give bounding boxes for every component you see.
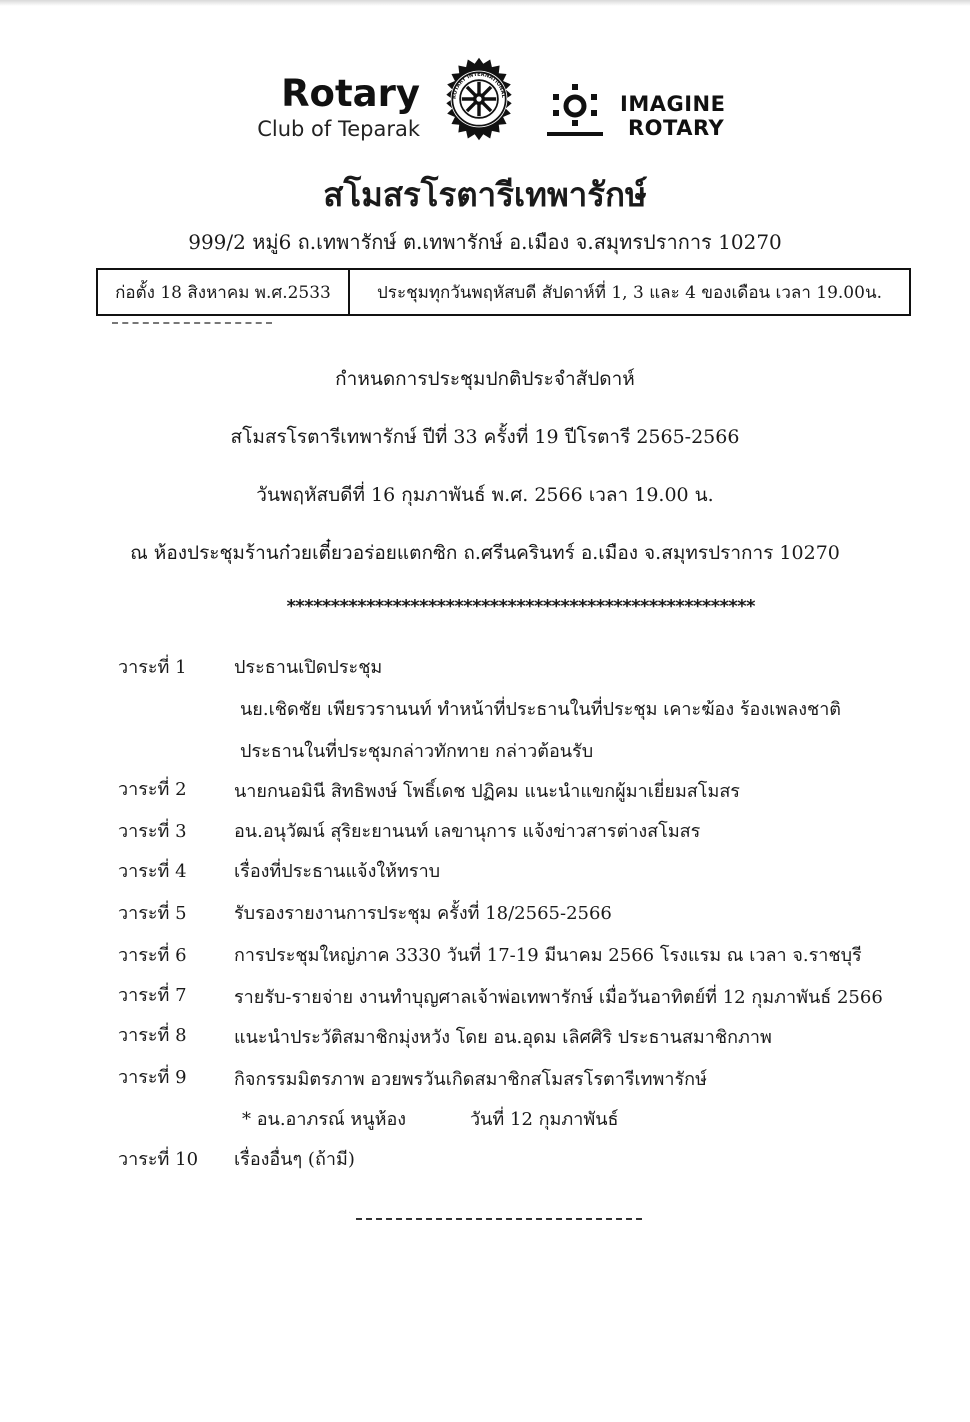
wheel-ring-text: ROTARY INTERNATIONAL bbox=[451, 71, 507, 100]
club-address: 999/2 หมู่6 ถ.เทพารักษ์ ต.เทพารักษ์ อ.เมือง จ.สมุทรปราการ 10270 bbox=[188, 230, 782, 254]
agenda-text-10: เรื่องอื่นๆ (ถ้ามี) bbox=[234, 1149, 355, 1170]
agenda-label-1: วาระที่ 1 bbox=[118, 657, 187, 678]
scan-edge bbox=[0, 0, 970, 6]
agenda-label-2: วาระที่ 2 bbox=[118, 779, 187, 800]
logo-rotary-word: Rotary bbox=[281, 72, 420, 115]
rotary-wheel-icon bbox=[436, 56, 522, 142]
logo-club-line: Club of Teparak bbox=[257, 117, 420, 141]
imagine-line1: IMAGINE bbox=[620, 92, 726, 116]
agenda-label-7: วาระที่ 7 bbox=[118, 985, 187, 1006]
agenda-label-5: วาระที่ 5 bbox=[118, 903, 187, 924]
agenda-text-3: อน.อนุวัฒน์ สุริยะยานนท์ เลขานุการ แจ้งข่าวสารต่างสโมสร bbox=[234, 821, 701, 842]
imagine-line2: ROTARY bbox=[628, 116, 725, 140]
club-name-title: สโมสรโรตารีเทพารักษ์ bbox=[323, 175, 647, 214]
agenda-label-6: วาระที่ 6 bbox=[118, 945, 187, 966]
meeting-venue: ณ ห้องประชุมร้านก๋วยเตี๋ยวอร่อยแตกซิก ถ.ศรีนครินทร์ อ.เมือง จ.สมุทรปราการ 10270 bbox=[130, 542, 840, 564]
agenda-label-3: วาระที่ 3 bbox=[118, 821, 187, 842]
imagine-rotary-text bbox=[620, 92, 725, 140]
agenda-text-5: รับรองรายงานการประชุม ครั้งที่ 18/2565-2566 bbox=[234, 903, 612, 924]
agenda-1-detail-1: นย.เชิดชัย เพียรวรานนท์ ทำหน้าที่ประธานในที่ประชุม เคาะฆ้อง ร้องเพลงชาติ bbox=[240, 699, 841, 720]
meeting-session: สโมสรโรตารีเทพารักษ์ ปีที่ 33 ครั้งที่ 19 ปีโรตารี 2565-2566 bbox=[230, 426, 740, 448]
agenda-1-detail-2: ประธานในที่ประชุมกล่าวทักทาย กล่าวต้อนรับ bbox=[240, 741, 594, 762]
club-info-box bbox=[96, 268, 911, 316]
agenda-label-10: วาระที่ 10 bbox=[118, 1149, 199, 1170]
agenda-text-8: แนะนำประวัติสมาชิกมุ่งหวัง โดย อน.อุดม เลิศศิริ ประธานสมาชิกภาพ bbox=[234, 1027, 772, 1048]
founded-date: ก่อตั้ง 18 สิงหาคม พ.ศ.2533 bbox=[98, 270, 350, 314]
imagine-rotary-icon bbox=[545, 80, 605, 140]
agenda-label-9: วาระที่ 9 bbox=[118, 1067, 187, 1088]
agenda-text-1: ประธานเปิดประชุม bbox=[234, 657, 383, 678]
agenda-text-4: เรื่องที่ประธานแจ้งให้ทราบ bbox=[234, 861, 441, 882]
meeting-title: กำหนดการประชุมปกติประจำสัปดาห์ bbox=[335, 368, 635, 390]
agenda-label-4: วาระที่ 4 bbox=[118, 861, 187, 882]
meeting-schedule: ประชุมทุกวันพฤหัสบดี สัปดาห์ที่ 1, 3 และ 4 ของเดือน เวลา 19.00น. bbox=[377, 282, 882, 303]
birthday-member-name: * อน.อาภรณ์ หนูห้อง bbox=[242, 1109, 407, 1130]
star-separator: ***************************************************** bbox=[285, 596, 755, 617]
agenda-text-2: นายกนอมินี สิทธิพงษ์ โพธิ์เดช ปฏิคม แนะนำแขกผู้มาเยี่ยมสโมสร bbox=[234, 781, 740, 802]
faint-divider bbox=[112, 322, 272, 324]
birthday-date: วันที่ 12 กุมภาพันธ์ bbox=[470, 1109, 619, 1130]
agenda-text-6: การประชุมใหญ่ภาค 3330 วันที่ 17-19 มีนาคม 2566 โรงแรม ณ เวลา จ.ราชบุรี bbox=[234, 945, 862, 966]
agenda-text-9: กิจกรรมมิตรภาพ อวยพรวันเกิดสมาชิกสโมสรโรตารีเทพารักษ์ bbox=[234, 1069, 707, 1090]
agenda-label-8: วาระที่ 8 bbox=[118, 1025, 187, 1046]
agenda-text-7: รายรับ-รายจ่าย งานทำบุญศาลเจ้าพ่อเทพารักษ์ เมื่อวันอาทิตย์ที่ 12 กุมภาพันธ์ 2566 bbox=[234, 987, 883, 1008]
rotary-club-logo-text bbox=[240, 74, 420, 144]
meeting-date: วันพฤหัสบดีที่ 16 กุมภาพันธ์ พ.ศ. 2566 เวลา 19.00 น. bbox=[256, 484, 714, 506]
end-divider bbox=[356, 1218, 642, 1220]
